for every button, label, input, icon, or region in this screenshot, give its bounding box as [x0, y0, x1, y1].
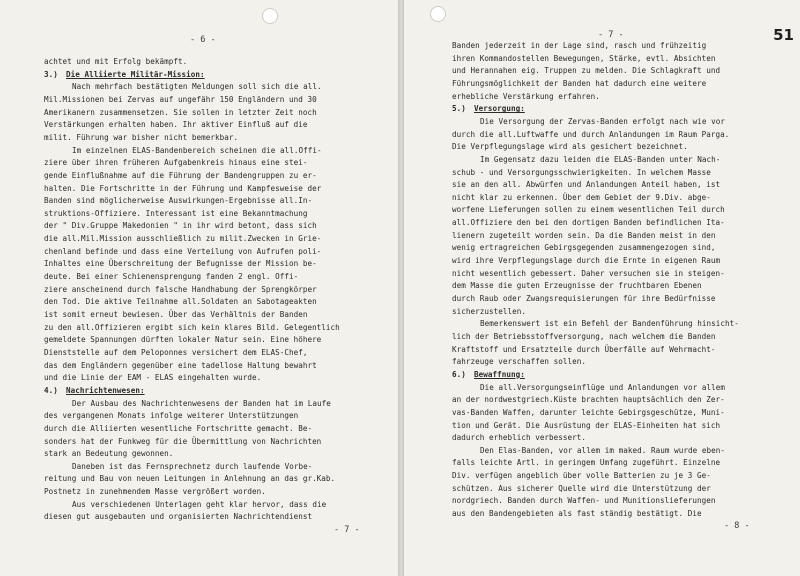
- text-line: Die all.Versorgungseinflüge und Anlandungen vor allem: [480, 382, 725, 392]
- page-number-top: - 7 -: [598, 30, 624, 40]
- text-line: ist somit erneut bewiesen. Über das Verhältnis der Banden: [44, 310, 308, 319]
- text-line: Die Verpflegungslage wird als gesichert bezeichnet.: [452, 142, 688, 152]
- text-line: ihren Kommandostellen Bewegungen, Stärke, evtl. Absichten: [452, 53, 716, 63]
- page-number-bottom: - 7 -: [334, 525, 360, 535]
- section-title: Versorgung:: [474, 104, 525, 114]
- text-line: Mil.Missionen bei Zervas auf ungefähr 150 Engländern und 30: [44, 94, 317, 104]
- section-number: 6.): [452, 369, 466, 379]
- text-line: deute. Bei einer Schienensprengung fanden 2 engl. Offi-: [44, 272, 299, 282]
- section-heading: [44, 71, 205, 79]
- text-line: Div. verfügen angeblich über volle Batterien zu je 3 Ge-: [452, 471, 711, 481]
- text-line: sonders hat der Funkweg für die Übermittlung von Nachrichten: [44, 436, 322, 446]
- text-line: und die Linie der EAM - ELAS eingehalten wurde.: [44, 373, 262, 383]
- text-line: halten. Die Fortschritte in der Führung und Kampfesweise der: [44, 183, 322, 193]
- text-line: chenland befinde und dass eine Verteilung von Aufrufen poli-: [44, 246, 322, 256]
- text-line: sie an den all. Abwürfen und Anlandungen Anteil haben, ist: [452, 180, 721, 190]
- page-number-bottom: - 8 -: [724, 521, 750, 531]
- text-line: wird ihre Verpflegungslage durch die Ernte in eigenen Raum: [452, 256, 721, 266]
- text-line: Aus verschiedenen Unterlagen geht klar hervor, dass die: [72, 499, 327, 509]
- text-line: Banden sind möglicherweise Auswirkungen-Ergebnisse all.In-: [44, 196, 313, 206]
- text-line: reitung und Bau von neuen Leitungen in Anlehnung an das gr.Kab.: [44, 474, 336, 484]
- text-line: durch die all.Luftwaffe und durch Anlandungen im Raum Parga.: [452, 129, 730, 139]
- text-line: Bemerkenswert ist ein Befehl der Bandenführung hinsicht-: [480, 319, 739, 329]
- section-title: Die Alliierte Militär-Mission:: [66, 69, 205, 79]
- text-line: diesen gut ausgebauten und organisierten Nachrichtendienst: [44, 512, 313, 522]
- text-line: dadurch erheblich verbessert.: [452, 433, 587, 443]
- text-line: Dienststelle auf dem Peloponnes versichert dem ELAS-Chef,: [44, 347, 308, 357]
- text-line: nicht wesentlich gebessert. Daher versuchen sie in steigen-: [452, 268, 725, 278]
- right-page: [404, 0, 800, 576]
- text-line: Kraftstoff und Ersatzteile durch Überfälle auf Wehrmacht-: [452, 344, 716, 354]
- text-line: Verstärkungen erhalten haben. Ihr aktiver Einfluß auf die: [44, 120, 308, 130]
- text-line: des vergangenen Monats infolge weiterer Unterstützungen: [44, 411, 299, 421]
- text-line: Den Elas-Banden, vor allem im maked. Raum wurde eben-: [480, 445, 725, 455]
- text-line: Amerikanern zusammensetzen. Sie sollen in letzter Zeit noch: [44, 107, 317, 117]
- text-line: lienern zugeteilt worden sein. Da die Banden meist in den: [452, 230, 716, 240]
- text-line: worfene Lieferungen sollen zu einem wesentlichen Teil durch: [452, 205, 725, 215]
- text-line: falls leichte Artl. in geringem Umfang zugeführt. Einzelne: [452, 458, 721, 468]
- text-line: Im einzelnen ELAS-Bandenbereich scheinen die all.Offi-: [72, 145, 322, 155]
- text-line: Inhaltes eine Überschreitung der Befugnisse der Mission be-: [44, 259, 317, 269]
- text-line: erhebliche Verstärkung erfahren.: [452, 91, 600, 101]
- text-line: dem Masse die guten Erzeugnisse der fruchtbaren Ebenen: [452, 281, 702, 291]
- text-line: Der Ausbau des Nachrichtenwesens der Banden hat im Laufe: [72, 398, 331, 408]
- left-page: [0, 0, 398, 576]
- section-heading: [44, 387, 145, 395]
- text-line: fahrzeuge verschaffen sollen.: [452, 357, 587, 367]
- text-line: stark an Bedeutung gewonnen.: [44, 449, 174, 459]
- text-line: Daneben ist das Fernsprechnetz durch laufende Vorbe-: [72, 461, 313, 471]
- section-heading: [452, 371, 525, 379]
- text-line: all.Offiziere den bei den dortigen Banden befindlichen Ita-: [452, 218, 725, 228]
- text-line: wenig ertragreichen Gebirgsgegenden zusammengezogen sind,: [452, 243, 716, 253]
- text-line: schützen. Aus sicherer Quelle wird die Unterstützung der: [452, 483, 711, 493]
- text-line: ziere über ihren früheren Aufgabenkreis hinaus eine stei-: [44, 158, 308, 168]
- text-line: aus den Bandengebieten als fast ständig bestätigt. Die: [452, 509, 702, 519]
- section-number: 5.): [452, 104, 466, 114]
- text-line: ziere anscheinend durch falsche Handhabung der Sprengkörper: [44, 284, 317, 294]
- text-line: an der nordwestgriech.Küste brachten hauptsächlich den Zer-: [452, 395, 725, 405]
- section-heading: [452, 105, 525, 113]
- section-number: 4.): [44, 385, 58, 395]
- text-line: und Herannahen eig. Truppen zu melden. Die Schlagkraft und: [452, 66, 721, 76]
- text-line: Nach mehrfach bestätigten Meldungen soll sich die all.: [72, 82, 322, 92]
- text-line: die all.Mil.Mission ausschließlich zu milit.Zwecken in Grie-: [44, 234, 322, 244]
- punch-hole: [430, 6, 446, 22]
- text-line: Banden jederzeit in der Lage sind, rasch und frühzeitig: [452, 41, 707, 50]
- text-line: tion und Gerät. Die Ausrüstung der ELAS-Einheiten hat sich: [452, 420, 721, 430]
- text-line: gemeldete Spannungen dürften lokaler Natur sein. Eine höhere: [44, 335, 322, 345]
- text-line: Die Versorgung der Zervas-Banden erfolgt nach wie vor: [480, 116, 725, 126]
- punch-hole: [262, 8, 278, 24]
- text-line: Postnetz in zunehmendem Masse vergrößert worden.: [44, 487, 266, 497]
- page-number-top: - 6 -: [190, 35, 216, 45]
- text-line: den Tod. Die aktive Teilnahme all.Soldaten an Sabotageakten: [44, 297, 317, 307]
- text-line: nicht klar zu erkennen. Über dem Gebiet der 9.Div. abge-: [452, 192, 711, 202]
- text-line: Im Gegensatz dazu leiden die ELAS-Banden unter Nach-: [480, 154, 721, 164]
- text-line: durch die Alliierten wesentliche Fortschritte gemacht. Be-: [44, 423, 313, 433]
- text-line: gende Einflußnahme auf die Führung der Bandengruppen zu er-: [44, 170, 317, 180]
- section-number: 3.): [44, 69, 58, 79]
- text-line: lich der Betriebsstoffversorgung, nach welchem die Banden: [452, 331, 716, 341]
- text-line: schub - und Versorgungsschwierigkeiten. In welchem Masse: [452, 167, 711, 177]
- text-line: nordgriech. Banden durch Waffen- und Munitionslieferungen: [452, 496, 716, 506]
- section-title: Bewaffnung:: [474, 369, 525, 379]
- folio-stamp: 51: [773, 26, 794, 44]
- text-line: achtet und mit Erfolg bekämpft.: [44, 57, 188, 66]
- text-line: sicherzustellen.: [452, 306, 526, 316]
- text-line: struktions-Offiziere. Interessant ist eine Bekanntmachung: [44, 208, 308, 218]
- text-line: zu den all.Offizieren ergibt sich kein klares Bild. Gelegentlich: [44, 322, 340, 332]
- text-line: der " Div.Gruppe Makedonien " in ihr wird betont, dass sich: [44, 221, 317, 231]
- section-title: Nachrichtenwesen:: [66, 385, 145, 395]
- text-line: das dem Engländern gegenüber eine tadellose Haltung bewahrt: [44, 360, 317, 370]
- text-line: durch Raub oder Zwangsrequisierungen für ihre Bedürfnisse: [452, 294, 716, 303]
- text-line: milit. Führung war bisher nicht bemerkbar.: [44, 132, 239, 142]
- text-line: vas-Banden Waffen, darunter leichte Gebirgsgeschütze, Muni-: [452, 407, 725, 417]
- text-line: Führungsmöglichkeit der Banden hat dadurch eine weitere: [452, 78, 707, 88]
